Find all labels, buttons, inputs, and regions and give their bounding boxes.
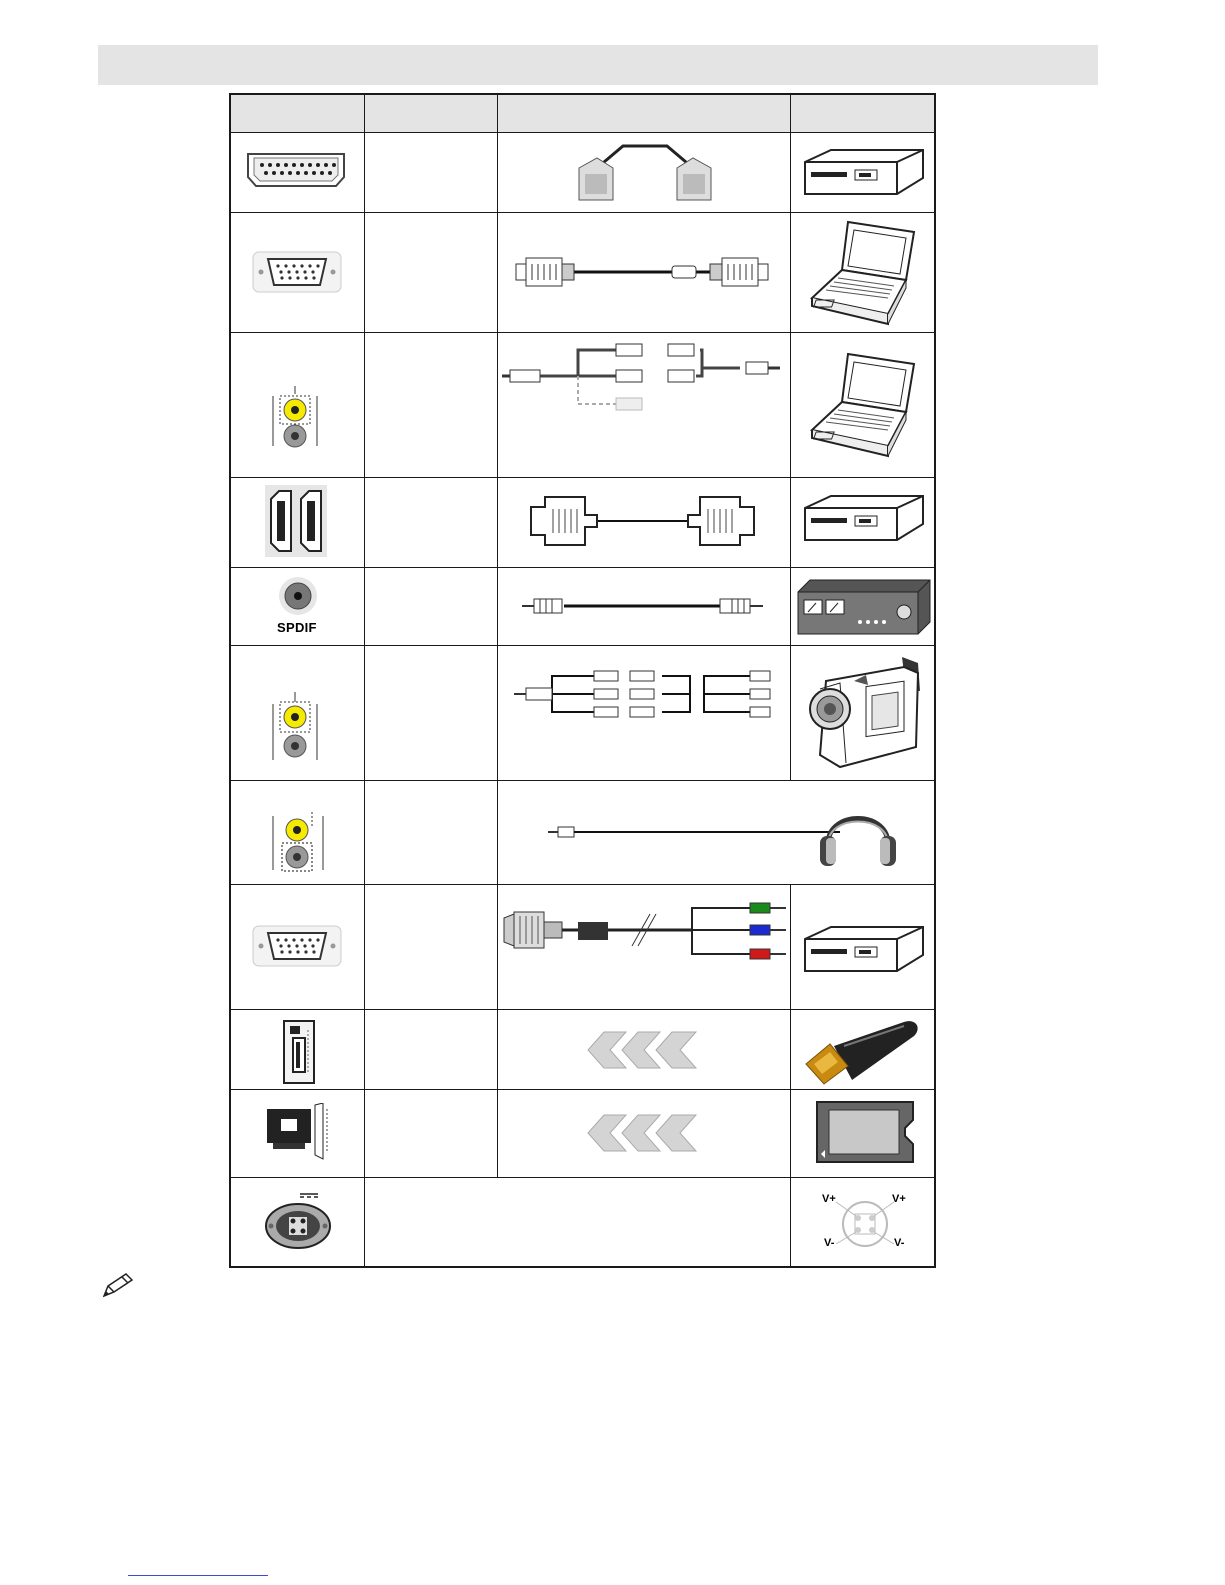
- vga-port-icon: [252, 925, 342, 967]
- pencil-note-icon: [100, 1272, 134, 1305]
- spdif-port-icon: [278, 576, 318, 616]
- laptop-icon: [808, 218, 920, 328]
- laptop-icon: [808, 350, 920, 460]
- camcorder-icon: [806, 655, 924, 771]
- vga-cable-icon: [512, 254, 772, 290]
- dvd-player-icon: [803, 148, 925, 196]
- headphone-jack-icon: [270, 808, 326, 872]
- hdmi-ports-icon: [265, 485, 327, 557]
- audio-video-jack-icon: [270, 690, 320, 762]
- vga-port-icon: [252, 251, 342, 293]
- pc-audio-cable-icon: [500, 342, 788, 414]
- amplifier-icon: [796, 578, 932, 636]
- insert-arrows-icon: [586, 1113, 700, 1153]
- footer-link-underline: [128, 1575, 268, 1576]
- scart-cable-icon: [575, 138, 715, 204]
- ci-module-icon: [815, 1100, 915, 1164]
- usb-stick-icon: [804, 1018, 920, 1086]
- coaxial-cable-icon: [520, 596, 765, 616]
- pin-label-bottom-right: V-: [894, 1237, 905, 1249]
- hdmi-cable-icon: [525, 493, 760, 549]
- headphone-cable-icon: [544, 803, 844, 843]
- pin-label-bottom-left: V-: [824, 1237, 835, 1249]
- usb-port-icon: [283, 1020, 315, 1084]
- pin-label-top-left: V+: [822, 1193, 836, 1205]
- audio-video-jack-icon: [270, 384, 320, 448]
- component-cable-icon: [500, 898, 790, 964]
- dvd-player-icon: [803, 494, 925, 542]
- ci-slot-icon: [265, 1103, 331, 1161]
- table-header-row: [231, 95, 934, 132]
- pin-label-top-right: V+: [892, 1193, 906, 1205]
- headphones-icon: [818, 800, 898, 872]
- dvd-player-icon: [803, 925, 925, 973]
- section-title-bar: [98, 45, 1098, 85]
- av-cable-icon: [512, 668, 774, 720]
- spdif-label: SPDIF: [277, 620, 317, 635]
- insert-arrows-icon: [586, 1030, 700, 1070]
- scart-port-icon: [244, 151, 349, 189]
- dc-power-port-icon: [263, 1190, 333, 1252]
